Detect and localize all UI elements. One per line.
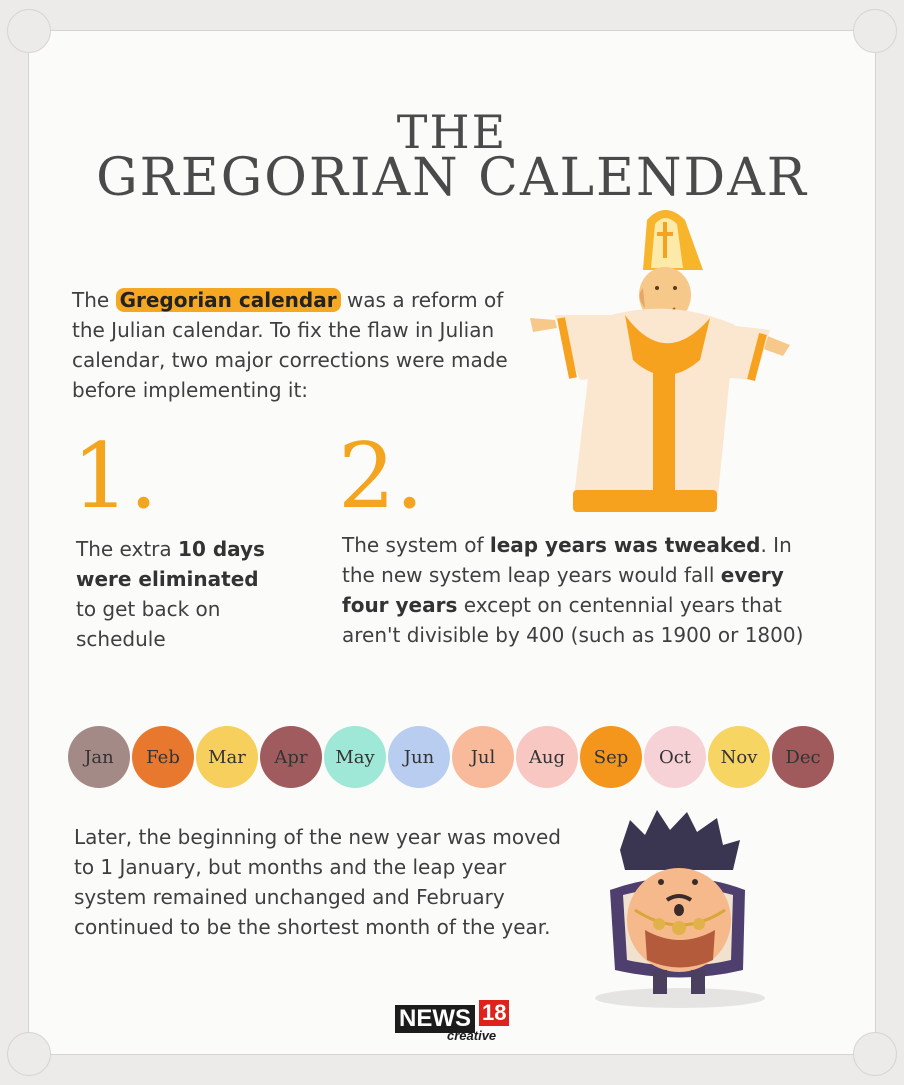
point-2-bold-a: leap years was tweaked [489,533,761,557]
month-circle: Mar [196,726,258,788]
card-corner [7,1032,51,1076]
month-circles-row [68,726,848,790]
closing-paragraph: Later, the beginning of the new year was moved to 1 January, but months and the leap year system remained unchanged and February continued to be the shortest month of the year. [74,825,561,939]
pope-illustration [525,200,795,525]
intro-paragraph [72,285,542,405]
logo-news-text: NEWS [395,1005,475,1033]
month-circle: Apr [260,726,322,788]
month-circle: Sep [580,726,642,788]
month-circle: Aug [516,726,578,788]
month-circle: Dec [772,726,834,788]
card-corner [853,9,897,53]
month-circle: Jul [452,726,514,788]
point-1-text-a: The extra [76,537,172,561]
intro-highlight: Gregorian calendar [116,288,341,312]
king-illustration [595,810,775,1010]
month-circle: Jun [388,726,450,788]
month-circle: May [324,726,386,788]
month-circle: Jan [68,726,130,788]
point-1-text-b: to get back on schedule [76,597,221,651]
intro-suffix: was a reform of the Julian calendar. To fix the flaw in Julian calendar, two major corrections were made before implementing it: [72,288,508,402]
logo-number: 18 [479,1000,509,1026]
point-2-text-c: except on centennial years that aren't divisible by 400 (such as 1900 or 1800) [342,593,804,647]
point-2-text-a: The system of [342,533,484,557]
point-2-bold-b: every four years [342,563,784,617]
month-circle: Feb [132,726,194,788]
logo-subtitle: creative [447,1028,497,1043]
intro-prefix: The [72,288,110,312]
month-circle: Nov [708,726,770,788]
point-1-text [76,534,266,654]
point-2-text-b: . In the new system leap years would fall [342,533,792,587]
point-2-number: 2. [338,424,424,529]
card-corner [853,1032,897,1076]
card-corner [7,9,51,53]
month-circle: Oct [644,726,706,788]
news18-creative-logo [395,1000,515,1044]
point-2-text [342,530,812,650]
title-line-1: THE [396,105,508,159]
title-line-2: GREGORIAN CALENDAR [96,148,808,208]
point-1-bold: 10 days were eliminated [76,537,265,591]
point-1-number: 1. [72,424,158,529]
